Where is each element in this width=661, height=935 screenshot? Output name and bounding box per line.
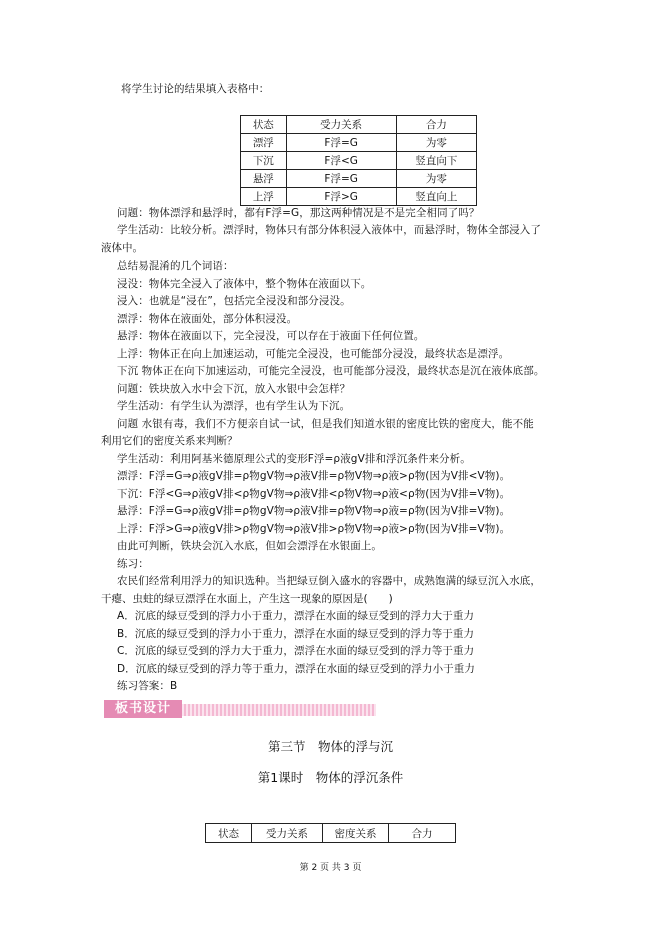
formula-xiachen: 下沉：F浮<G⇒ρ液gV排<ρ物gV物⇒ρ液V排<ρ物V物⇒ρ液<ρ物(因为V排=V物)。 (117, 488, 511, 500)
table-cell: F浮<G (286, 152, 396, 170)
activity-1: 学生活动：比较分析。漂浮时，物体只有部分体积浸入液体中，而悬浮时，物体全部浸入了 (117, 224, 541, 236)
table-cell: 竖直向上 (396, 188, 476, 206)
blackboard-design-banner (104, 700, 376, 718)
table-cell: F浮=G (286, 170, 396, 188)
table-header: 状态 (241, 116, 287, 134)
formula-piaofu: 漂浮：F浮=G⇒ρ液gV排=ρ物gV物⇒ρ液V排=ρ物V物⇒ρ液>ρ物(因为V排<V物)。 (117, 470, 511, 482)
state-table (240, 115, 477, 206)
lesson-title: 第1课时 物体的浮沉条件 (257, 770, 404, 785)
table-cell: F浮>G (286, 188, 396, 206)
table-header: 受力关系 (286, 116, 396, 134)
term-shangfu: 上浮：物体正在向上加速运动，可能完全浸没，也可能部分浸没，最终状态是漂浮。 (117, 348, 510, 360)
summary-table (205, 823, 456, 843)
conclusion: 由此可判断，铁块会沉入水底，但如会漂浮在水银面上。 (117, 540, 382, 552)
formula-xuanfu: 悬浮：F浮=G⇒ρ液gV排=ρ物gV物⇒ρ液V排=ρ物V物⇒ρ液=ρ物(因为V排=V物)。 (117, 505, 511, 517)
table-header: 状态 (206, 824, 252, 843)
option-c: C．沉底的绿豆受到的浮力大于重力，漂浮在水面的绿豆受到的浮力等于重力 (117, 645, 475, 657)
activity-1-cont: 液体中。 (101, 242, 143, 254)
banner-label: 板书设计 (104, 700, 182, 718)
table-cell: 上浮 (241, 188, 287, 206)
table-header: 密度关系 (323, 824, 389, 843)
section-title: 第三节 物体的浮与沉 (267, 739, 393, 754)
option-d: D．沉底的绿豆受到的浮力等于重力，漂浮在水面的绿豆受到的浮力小于重力 (117, 663, 475, 675)
table-cell: 竖直向下 (396, 152, 476, 170)
exercise-question-cont: 干瘪、虫蛀的绿豆漂浮在水面上，产生这一现象的原因是( ) (101, 593, 393, 605)
question-3: 问题 水银有毒，我们不方便亲自试一试，但是我们知道水银的密度比铁的密度大，能不能 (117, 418, 534, 430)
exercise-question: 农民们经常利用浮力的知识选种。当把绿豆倒入盛水的容器中，成熟饱满的绿豆沉入水底， (117, 575, 541, 587)
table-header-row (206, 824, 456, 843)
table-cell: 漂浮 (241, 134, 287, 152)
activity-2: 学生活动：有学生认为漂浮，也有学生认为下沉。 (117, 400, 351, 412)
term-piaofu: 漂浮：物体在液面处，部分体积浸没。 (117, 313, 298, 325)
intro-text: 将学生讨论的结果填入表格中： (121, 83, 270, 95)
table-cell: F浮=G (286, 134, 396, 152)
option-b: B．沉底的绿豆受到的浮力小于重力，漂浮在水面的绿豆受到的浮力等于重力 (117, 628, 475, 640)
formula-shangfu: 上浮：F浮>G⇒ρ液gV排>ρ物gV物⇒ρ液V排>ρ物V物⇒ρ液>ρ物(因为V排=V物)。 (117, 523, 511, 535)
term-jinmo: 浸没：物体完全浸入了液体中，整个物体在液面以下。 (117, 278, 372, 290)
page-footer: 第 2 页 共 3 页 (299, 863, 362, 873)
exercise-answer: 练习答案：B (117, 680, 178, 692)
table-row (241, 152, 477, 170)
activity-3: 学生活动：利用阿基米德原理公式的变形F浮=ρ液gV排和浮沉条件来分析。 (117, 453, 471, 465)
term-xiachen: 下沉 物体正在向下加速运动，可能完全浸没，也可能部分浸没，最终状态是沉在液体底部。 (117, 365, 545, 377)
term-jinru: 浸入：也就是“浸在”，包括完全浸没和部分浸没。 (117, 295, 351, 307)
table-cell: 为零 (396, 170, 476, 188)
table-header: 合力 (389, 824, 456, 843)
table-row (241, 188, 477, 206)
summary-heading: 总结易混淆的几个词语： (117, 260, 234, 272)
table-row (241, 170, 477, 188)
table-cell: 为零 (396, 134, 476, 152)
table-row (241, 134, 477, 152)
exercise-heading: 练习： (117, 558, 149, 570)
table-cell: 下沉 (241, 152, 287, 170)
term-xuanfu: 悬浮：物体在液面以下，完全浸没，可以存在于液面下任何位置。 (117, 330, 425, 342)
question-1: 问题：物体漂浮和悬浮时，都有F浮=G，那这两种情况是不是完全相同了吗？ (117, 207, 480, 219)
table-cell: 悬浮 (241, 170, 287, 188)
table-header: 合力 (396, 116, 476, 134)
question-2: 问题：铁块放入水中会下沉，放入水银中会怎样？ (117, 383, 351, 395)
table-header-row (241, 116, 477, 134)
option-a: A．沉底的绿豆受到的浮力小于重力，漂浮在水面的绿豆受到的浮力大于重力 (117, 610, 475, 622)
question-3-cont: 利用它们的密度关系来判断？ (101, 435, 238, 447)
table-header: 受力关系 (252, 824, 323, 843)
